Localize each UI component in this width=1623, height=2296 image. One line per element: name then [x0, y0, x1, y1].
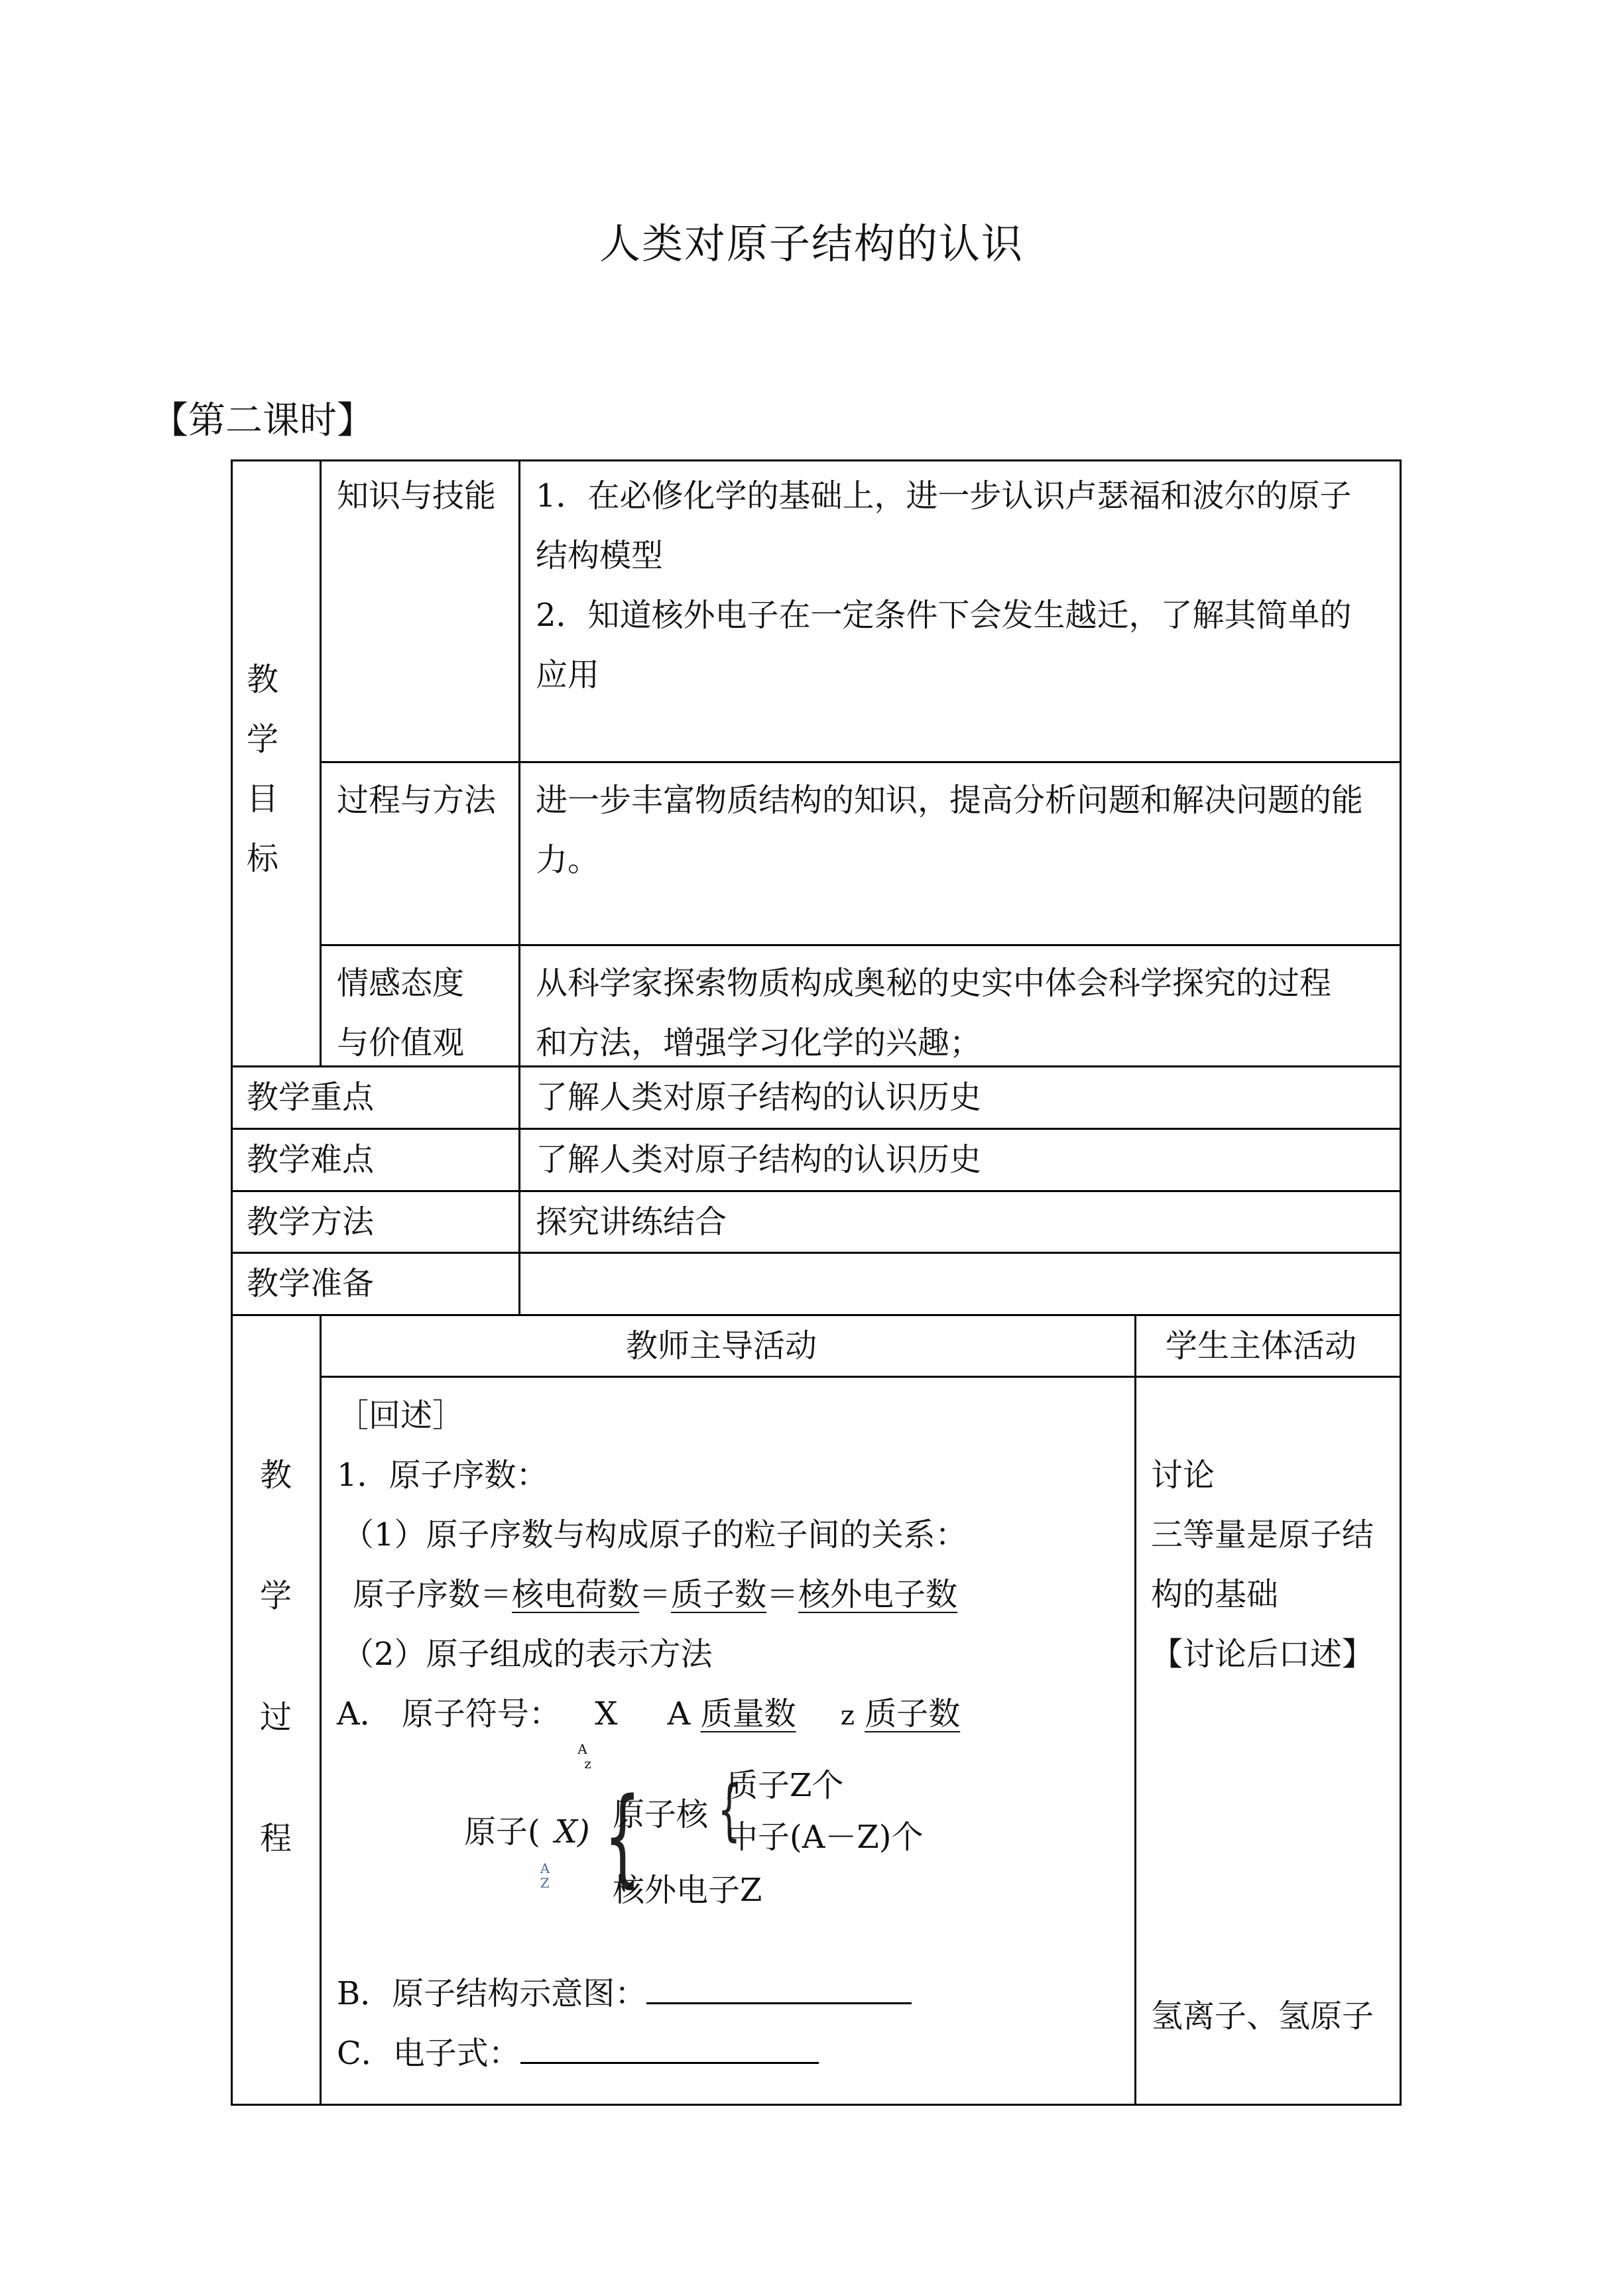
objectives-label-char: 教 [247, 661, 279, 698]
student-line: 构的基础 [1151, 1576, 1279, 1613]
diagram-atom: 原子( A Z X) [464, 1802, 590, 1862]
process-label-char: 教 [260, 1457, 292, 1494]
objectives-label-char: 学 [247, 721, 279, 758]
electron-formula-line [337, 2024, 819, 2083]
diagram-sub: Z [540, 1875, 550, 1891]
equals: ＝ [766, 1576, 799, 1613]
z-prefix: z [840, 1701, 855, 1731]
symbol-sup: A [577, 1741, 587, 1757]
student-line: 讨论 [1151, 1457, 1215, 1494]
page-title: 人类对原子结构的认识 [599, 219, 1024, 268]
diagram-sup: A [540, 1860, 550, 1876]
electron-formula-blank [520, 2033, 819, 2064]
structure-diagram-label: B．原子结构示意图： [337, 1975, 647, 2012]
sub-notation: （2）原子组成的表示方法 [342, 1636, 713, 1673]
diagram-neutron: 中子(A－Z)个 [726, 1819, 924, 1856]
key-point-value: 了解人类对原子结构的认识历史 [536, 1079, 982, 1116]
proton-number: 质子数 [671, 1576, 767, 1613]
atomic-symbol-label: A． 原子符号： [337, 1695, 561, 1732]
knowledge-line: 1．在必修化学的基础上，进一步认识卢瑟福和波尔的原子 [536, 477, 1352, 514]
outer-brace-icon: { [603, 1774, 641, 1898]
preparation-label: 教学准备 [247, 1265, 375, 1302]
process-line: 力。 [536, 841, 600, 878]
proton-count: 质子数 [865, 1695, 961, 1732]
diagram-electron: 核外电子Z [613, 1872, 762, 1909]
item-atomic-number: 1．原子序数： [337, 1457, 548, 1494]
student-line: 氢离子、氢原子 [1151, 1998, 1374, 2035]
nuclear-charge: 核电荷数 [512, 1576, 640, 1613]
student-line: 【讨论后口述】 [1151, 1636, 1374, 1673]
student-header: 学生主体活动 [1166, 1327, 1357, 1364]
equals: ＝ [639, 1576, 672, 1613]
electron-formula-label: C．电子式： [337, 2035, 520, 2072]
knowledge-line: 结构模型 [536, 537, 664, 574]
diagram-proton: 质子Z个 [726, 1767, 844, 1804]
method-label: 教学方法 [247, 1203, 375, 1240]
equation [353, 1565, 957, 1624]
knowledge-label: 知识与技能 [337, 477, 497, 514]
process-label-char: 学 [260, 1577, 292, 1614]
difficulty-label: 教学难点 [247, 1141, 375, 1178]
diagram-nucleus: 原子核 [613, 1796, 709, 1833]
review-label: ［回述］ [337, 1397, 465, 1434]
knowledge-line: 2．知道核外电子在一定条件下会发生越迁，了解其简单的 [536, 597, 1352, 634]
mass-prefix: A [667, 1695, 691, 1732]
process-label-char: 过 [260, 1699, 292, 1736]
knowledge-line: 应用 [536, 656, 600, 694]
student-line: 三等量是原子结 [1151, 1516, 1374, 1553]
equation-prefix: 原子序数＝ [353, 1576, 512, 1613]
structure-diagram-line [337, 1964, 912, 2024]
symbol-sub: z [584, 1756, 591, 1772]
atomic-symbol-line [337, 1684, 987, 1772]
process-label: 过程与方法 [337, 782, 497, 819]
method-value: 探究讲练结合 [536, 1203, 727, 1240]
emotion-label: 情感态度 [337, 965, 465, 1002]
process-line: 进一步丰富物质结构的知识，提高分析问题和解决问题的能 [536, 782, 1364, 819]
objectives-label-char: 标 [247, 840, 279, 877]
emotion-line: 和方法，增强学习化学的兴趣； [536, 1024, 982, 1061]
structure-diagram-blank [646, 1973, 912, 2004]
emotion-label: 与价值观 [337, 1024, 465, 1061]
objectives-label-char: 目 [247, 780, 279, 817]
key-point-label: 教学重点 [247, 1079, 375, 1116]
teacher-header: 教师主导活动 [626, 1327, 817, 1364]
symbol-x: X [595, 1695, 618, 1732]
sub-relation: （1）原子序数与构成原子的粒子间的关系： [342, 1516, 967, 1553]
process-label-char: 程 [260, 1820, 292, 1857]
emotion-line: 从科学家探索物质构成奥秘的史实中体会科学探究的过程 [536, 965, 1332, 1002]
inner-brace-icon: { [717, 1771, 741, 1848]
mass-number: 质量数 [700, 1695, 796, 1732]
difficulty-value: 了解人类对原子结构的认识历史 [536, 1141, 982, 1178]
lesson-label: 【第二课时】 [151, 399, 374, 442]
electron-number: 核外电子数 [798, 1576, 958, 1613]
